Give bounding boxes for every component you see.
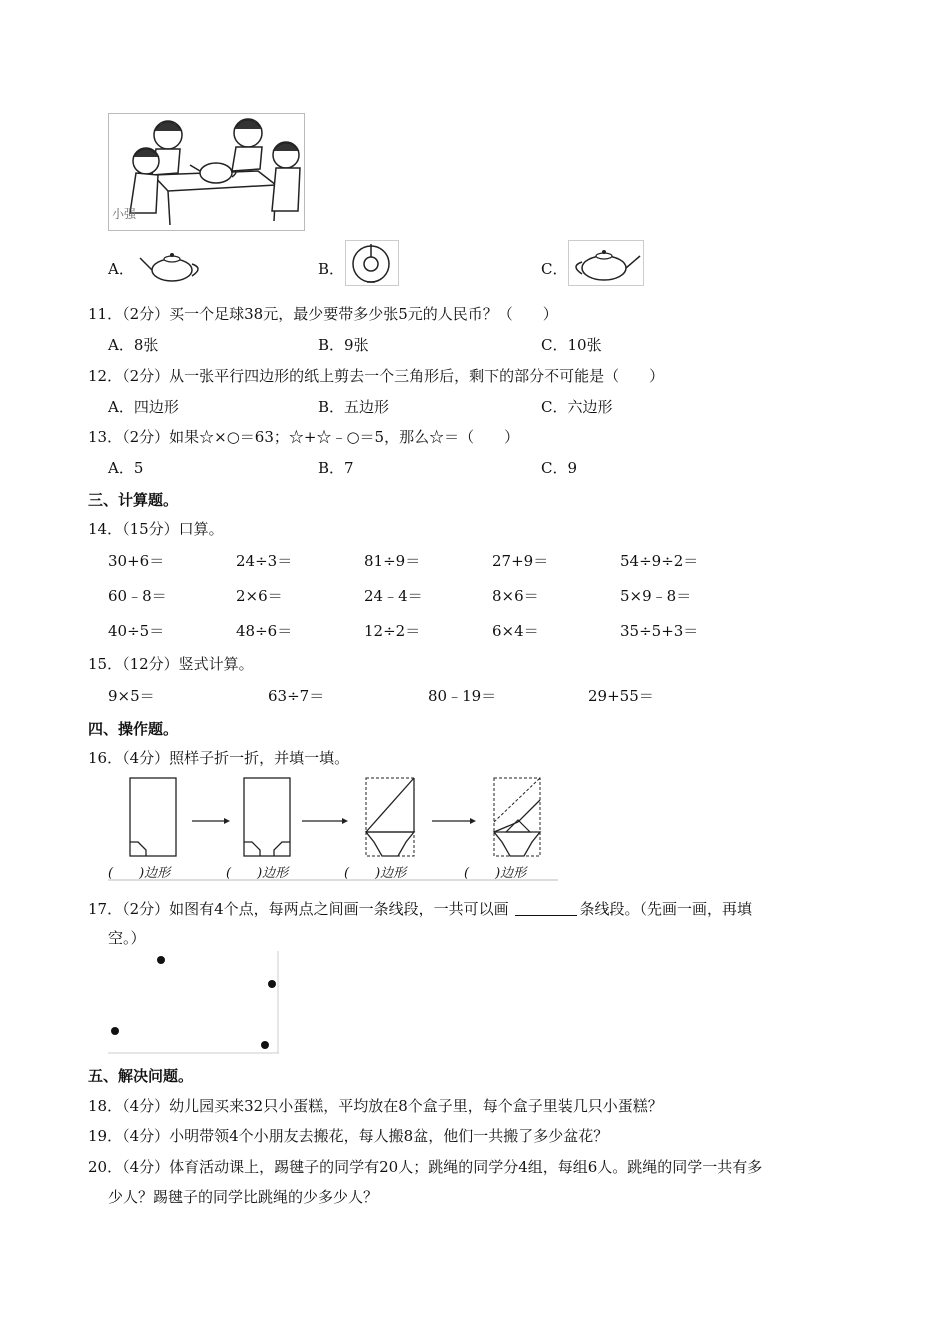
q15-stem: 15．（12分）竖式计算。	[88, 655, 254, 673]
section-heading-5: 五、解决问题。	[88, 1067, 194, 1085]
option-letter: C．	[541, 260, 568, 278]
section-heading-3: 三、计算题。	[88, 491, 179, 509]
q11-option-a: A．8张	[108, 336, 159, 354]
q14-item: 27+9＝	[492, 552, 549, 570]
q14-item: 48÷6＝	[236, 622, 293, 640]
q16-caption-3: ( )边形	[344, 866, 407, 881]
q16-caption-4: ( )边形	[464, 866, 527, 881]
q15-item: 80﹣19＝	[428, 687, 497, 705]
q17-stem-continued: 空。）	[108, 929, 146, 947]
q17-stem-part-a: 17．（2分）如图有4个点，每两点之间画一条线段，一共可以画	[88, 900, 509, 918]
option-letter: B．	[318, 260, 345, 278]
q14-item: 60﹣8＝	[108, 587, 167, 605]
q11-option-b: B．9张	[318, 336, 369, 354]
point	[268, 980, 276, 988]
four-points-figure	[108, 951, 280, 1055]
q15-item: 29+55＝	[588, 687, 654, 705]
q14-item: 30+6＝	[108, 552, 165, 570]
q11-stem: 11．（2分）买一个足球38元，最少要带多少张5元的人民币？（ ）	[88, 305, 558, 323]
q14-item: 6×4＝	[492, 622, 539, 640]
q19-text: 19．（4分）小明带领4个小朋友去搬花，每人搬8盆，他们一共搬了多少盆花？	[88, 1127, 609, 1145]
q14-item: 81÷9＝	[364, 552, 421, 570]
q14-item: 24÷3＝	[236, 552, 293, 570]
point	[111, 1027, 119, 1035]
fold-step-1	[130, 778, 176, 856]
q13-option-a: A．5	[108, 459, 144, 477]
q17-stem	[88, 898, 752, 919]
figure-label-xiaoqiang: 小强	[112, 207, 137, 221]
q13-option-c: C．9	[541, 459, 578, 477]
teapot-top-icon	[345, 240, 399, 286]
q10-option-c	[541, 258, 567, 279]
q16-caption-2: ( )边形	[226, 866, 289, 881]
q15-item: 9×5＝	[108, 687, 155, 705]
teapot-side-mirrored-icon	[568, 240, 644, 286]
q20-text-line1: 20．（4分）体育活动课上，踢毽子的同学有20人；跳绳的同学分4组，每组6人。跳绳的同学一共有多	[88, 1158, 763, 1176]
fold-step-4	[494, 778, 540, 856]
q14-item: 8×6＝	[492, 587, 539, 605]
section-heading-4: 四、操作题。	[88, 720, 179, 738]
q14-item: 54÷9÷2＝	[620, 552, 699, 570]
q12-option-a: A．四边形	[108, 398, 179, 416]
q14-item: 24﹣4＝	[364, 587, 423, 605]
q15-item: 63÷7＝	[268, 687, 325, 705]
q14-item: 2×6＝	[236, 587, 283, 605]
q13-stem: 13．（2分）如果☆×○＝63；☆+☆﹣○＝5，那么☆＝（ ）	[88, 428, 520, 446]
point	[261, 1041, 269, 1049]
q20-text-line2: 少人？踢毽子的同学比跳绳的少多少人？	[108, 1188, 379, 1206]
fold-step-2	[244, 778, 290, 856]
q17-stem-part-b: 条线段。（先画一画，再填	[579, 900, 752, 918]
q11-option-c: C．10张	[541, 336, 602, 354]
teapot-side-icon	[138, 244, 204, 286]
q16-caption-1: ( )边形	[108, 866, 171, 881]
q12-option-b: B．五边形	[318, 398, 390, 416]
q14-item: 40÷5＝	[108, 622, 165, 640]
option-letter: A．	[108, 260, 134, 278]
fold-step-3	[366, 778, 414, 856]
q14-item: 5×9﹣8＝	[620, 587, 692, 605]
q13-option-b: B．7	[318, 459, 354, 477]
q14-item: 35÷5+3＝	[620, 622, 699, 640]
q16-stem: 16．（4分）照样子折一折，并填一填。	[88, 749, 350, 767]
q14-item: 12÷2＝	[364, 622, 421, 640]
folding-steps-figure	[108, 772, 558, 884]
q10-option-a	[108, 258, 134, 279]
children-table-figure	[108, 113, 305, 231]
q18-text: 18．（4分）幼儿园买来32只小蛋糕，平均放在8个盒子里，每个盒子里装几只小蛋糕？	[88, 1097, 663, 1115]
q12-stem: 12．（2分）从一张平行四边形的纸上剪去一个三角形后，剩下的部分不可能是（ ）	[88, 367, 665, 385]
q17-answer-blank[interactable]	[515, 901, 577, 916]
q12-option-c: C．六边形	[541, 398, 613, 416]
point	[157, 956, 165, 964]
q10-option-b	[318, 258, 344, 279]
q14-stem: 14．（15分）口算。	[88, 520, 224, 538]
